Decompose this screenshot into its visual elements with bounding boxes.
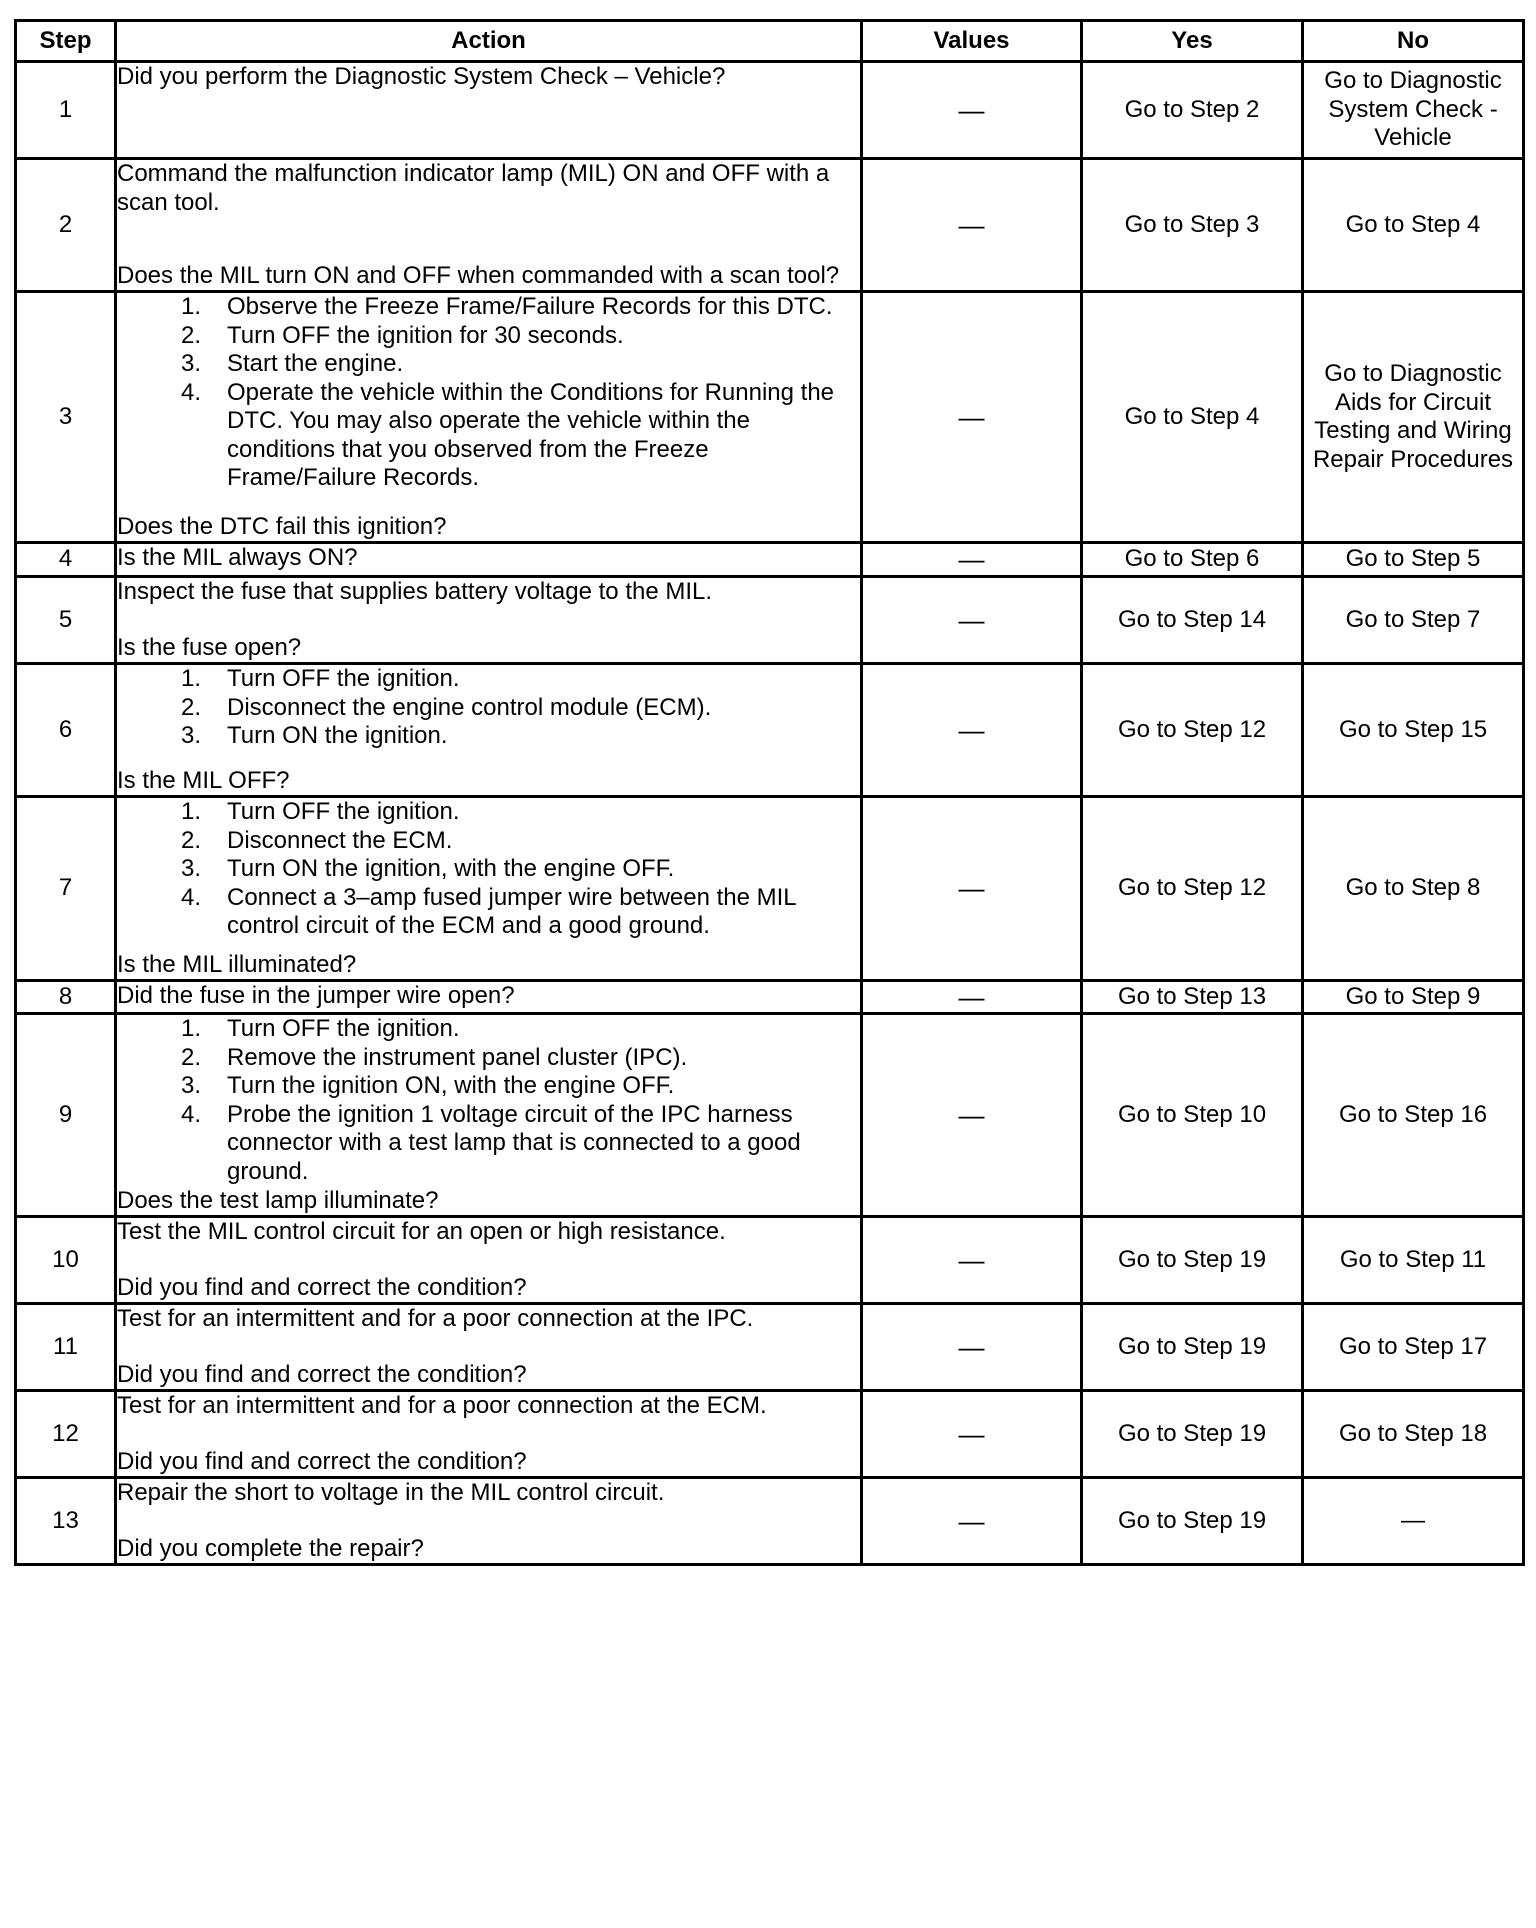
table-row	[16, 1304, 1524, 1391]
procedure-item-number: 2.	[180, 826, 201, 854]
procedure-item-text: Turn OFF the ignition for 30 seconds.	[227, 321, 624, 349]
action-content	[117, 293, 860, 541]
procedure-item-number: 4.	[180, 1100, 201, 1128]
procedure-item-text: Operate the vehicle within the Conditions for Running the DTC. You may also operate the vehicle within the conditions that you observed from the Freeze Frame/Failure Records.	[227, 378, 835, 491]
no-outcome: Go to Step 16	[1303, 1014, 1524, 1217]
action-instructions	[117, 1015, 860, 1186]
action-question: Does the test lamp illuminate?	[117, 1186, 439, 1214]
procedure-item	[117, 722, 860, 751]
procedure-item	[117, 293, 860, 322]
action-instructions	[117, 1305, 860, 1334]
action-cell	[116, 577, 862, 664]
step-number: 9	[16, 1014, 116, 1217]
no-outcome: Go to Step 9	[1303, 981, 1524, 1014]
header-action: Action	[116, 21, 862, 62]
action-lead-text: Test the MIL control circuit for an open or high resistance.	[117, 1218, 726, 1245]
action-instructions	[117, 982, 860, 1011]
action-question: Is the MIL OFF?	[117, 766, 290, 794]
action-content	[117, 544, 860, 575]
action-cell	[116, 664, 862, 797]
yes-outcome: Go to Step 12	[1082, 664, 1303, 797]
procedure-item	[117, 827, 860, 856]
action-content	[117, 1218, 860, 1302]
table-row	[16, 1391, 1524, 1478]
step-number: 2	[16, 159, 116, 292]
action-instructions	[117, 1479, 860, 1508]
values-cell: —	[862, 1478, 1082, 1565]
action-lead-text: Repair the short to voltage in the MIL control circuit.	[117, 1479, 665, 1506]
procedure-item-text: Remove the instrument panel cluster (IPC).	[227, 1043, 688, 1071]
procedure-item-text: Turn OFF the ignition.	[227, 798, 460, 825]
procedure-item-number: 1.	[180, 665, 201, 692]
action-lead-text: Test for an intermittent and for a poor connection at the ECM.	[117, 1392, 767, 1419]
yes-outcome: Go to Step 19	[1082, 1304, 1303, 1391]
procedure-list	[117, 293, 860, 493]
action-cell	[116, 62, 862, 159]
procedure-item	[117, 798, 860, 827]
yes-outcome: Go to Step 19	[1082, 1217, 1303, 1304]
procedure-item-text: Probe the ignition 1 voltage circuit of the IPC harness connector with a test lamp that is connected to a good ground.	[227, 1100, 801, 1185]
action-cell	[116, 797, 862, 981]
step-number: 13	[16, 1478, 116, 1565]
no-outcome: Go to Step 15	[1303, 664, 1524, 797]
step-number: 4	[16, 543, 116, 577]
action-content	[117, 1015, 860, 1215]
action-content	[117, 578, 860, 662]
table-row	[16, 62, 1524, 159]
table-row	[16, 292, 1524, 543]
procedure-item	[117, 350, 860, 379]
action-lead-text: Command the malfunction indicator lamp (MIL) ON and OFF with a scan tool.	[117, 160, 830, 216]
action-cell	[116, 543, 862, 577]
procedure-item	[117, 322, 860, 351]
procedure-item-number: 1.	[180, 798, 201, 825]
diagnostic-table-container	[14, 19, 1522, 1566]
action-cell	[116, 1217, 862, 1304]
action-cell	[116, 1014, 862, 1217]
step-number: 5	[16, 577, 116, 664]
procedure-item-text: Turn OFF the ignition.	[227, 665, 460, 692]
values-cell: —	[862, 62, 1082, 159]
action-content	[117, 1305, 860, 1389]
action-question: Does the DTC fail this ignition?	[117, 512, 447, 540]
action-content	[117, 1479, 860, 1563]
procedure-item-text: Turn ON the ignition.	[227, 722, 448, 749]
procedure-item-number: 4.	[180, 378, 201, 406]
no-outcome: Go to Step 17	[1303, 1304, 1524, 1391]
procedure-item-text: Start the engine.	[227, 350, 404, 377]
yes-outcome: Go to Step 6	[1082, 543, 1303, 577]
action-lead-text: Did you perform the Diagnostic System Check – Vehicle?	[117, 63, 726, 90]
table-row	[16, 797, 1524, 981]
procedure-item-text: Connect a 3–amp fused jumper wire between the MIL control circuit of the ECM and a good ground.	[227, 883, 796, 939]
table-row	[16, 159, 1524, 292]
action-question: Did you complete the repair?	[117, 1534, 424, 1562]
header-yes: Yes	[1082, 21, 1303, 62]
no-outcome: Go to Diagnostic System Check - Vehicle	[1303, 62, 1524, 159]
yes-outcome: Go to Step 19	[1082, 1478, 1303, 1565]
procedure-list	[117, 665, 860, 751]
values-cell: —	[862, 292, 1082, 543]
no-outcome: Go to Diagnostic Aids for Circuit Testing and Wiring Repair Procedures	[1303, 292, 1524, 543]
action-question: Does the MIL turn ON and OFF when commanded with a scan tool?	[117, 261, 840, 289]
table-row	[16, 1217, 1524, 1304]
yes-outcome: Go to Step 3	[1082, 159, 1303, 292]
action-instructions	[117, 1218, 860, 1247]
action-content	[117, 982, 860, 1012]
procedure-item-number: 3.	[180, 1072, 201, 1099]
procedure-item-number: 3.	[180, 855, 201, 882]
values-cell: —	[862, 1304, 1082, 1391]
table-row	[16, 577, 1524, 664]
action-content	[117, 63, 860, 157]
procedure-item-text: Turn the ignition ON, with the engine OFF.	[227, 1072, 675, 1099]
step-number: 8	[16, 981, 116, 1014]
action-instructions	[117, 578, 860, 607]
action-lead-text: Inspect the fuse that supplies battery voltage to the MIL.	[117, 578, 713, 605]
procedure-item	[117, 379, 860, 493]
action-cell	[116, 1478, 862, 1565]
action-question: Did you find and correct the condition?	[117, 1447, 527, 1475]
procedure-item-text: Turn OFF the ignition.	[227, 1015, 460, 1042]
action-cell	[116, 292, 862, 543]
no-outcome: —	[1303, 1478, 1524, 1565]
procedure-item-number: 3.	[180, 350, 201, 377]
procedure-item	[117, 1072, 860, 1101]
yes-outcome: Go to Step 19	[1082, 1391, 1303, 1478]
values-cell: —	[862, 577, 1082, 664]
no-outcome: Go to Step 5	[1303, 543, 1524, 577]
yes-outcome: Go to Step 14	[1082, 577, 1303, 664]
procedure-item-number: 2.	[180, 693, 201, 721]
no-outcome: Go to Step 8	[1303, 797, 1524, 981]
diagnostic-table	[14, 19, 1525, 1566]
header-step: Step	[16, 21, 116, 62]
step-number: 11	[16, 1304, 116, 1391]
table-body	[16, 62, 1524, 1565]
table-row	[16, 664, 1524, 797]
action-content	[117, 798, 860, 979]
values-cell: —	[862, 1014, 1082, 1217]
step-number: 12	[16, 1391, 116, 1478]
step-number: 6	[16, 664, 116, 797]
procedure-item-number: 4.	[180, 883, 201, 911]
values-cell: —	[862, 797, 1082, 981]
action-cell	[116, 981, 862, 1014]
action-instructions	[117, 1392, 860, 1421]
table-row	[16, 1478, 1524, 1565]
no-outcome: Go to Step 11	[1303, 1217, 1524, 1304]
procedure-item	[117, 694, 860, 723]
table-row	[16, 543, 1524, 577]
action-content	[117, 1392, 860, 1476]
procedure-item-number: 1.	[180, 293, 201, 320]
procedure-item-text: Disconnect the ECM.	[227, 826, 453, 854]
action-content	[117, 160, 860, 290]
action-instructions	[117, 293, 860, 493]
table-row	[16, 1014, 1524, 1217]
procedure-item-number: 1.	[180, 1015, 201, 1042]
procedure-item-number: 2.	[180, 321, 201, 349]
procedure-item	[117, 1101, 860, 1187]
action-lead-text: Did the fuse in the jumper wire open?	[117, 982, 515, 1009]
step-number: 1	[16, 62, 116, 159]
yes-outcome: Go to Step 2	[1082, 62, 1303, 159]
procedure-item	[117, 1015, 860, 1044]
action-question: Did you find and correct the condition?	[117, 1360, 527, 1388]
yes-outcome: Go to Step 13	[1082, 981, 1303, 1014]
action-cell	[116, 1391, 862, 1478]
procedure-item-text: Turn ON the ignition, with the engine OFF.	[227, 855, 675, 882]
action-question: Is the MIL illuminated?	[117, 950, 357, 978]
action-cell	[116, 1304, 862, 1391]
action-instructions	[117, 63, 860, 92]
step-number: 10	[16, 1217, 116, 1304]
values-cell: —	[862, 1217, 1082, 1304]
action-question: Did you find and correct the condition?	[117, 1273, 527, 1301]
action-cell	[116, 159, 862, 292]
values-cell: —	[862, 981, 1082, 1014]
action-instructions	[117, 665, 860, 751]
action-instructions	[117, 798, 860, 941]
no-outcome: Go to Step 7	[1303, 577, 1524, 664]
values-cell: —	[862, 1391, 1082, 1478]
header-values: Values	[862, 21, 1082, 62]
action-question: Is the fuse open?	[117, 633, 302, 661]
procedure-list	[117, 1015, 860, 1186]
values-cell: —	[862, 664, 1082, 797]
procedure-item-text: Disconnect the engine control module (ECM).	[227, 693, 712, 721]
step-number: 3	[16, 292, 116, 543]
procedure-item	[117, 884, 860, 941]
procedure-item-number: 3.	[180, 722, 201, 749]
step-number: 7	[16, 797, 116, 981]
procedure-item-number: 2.	[180, 1043, 201, 1071]
header-no: No	[1303, 21, 1524, 62]
no-outcome: Go to Step 18	[1303, 1391, 1524, 1478]
values-cell: —	[862, 159, 1082, 292]
header-row	[16, 21, 1524, 62]
procedure-item	[117, 665, 860, 694]
procedure-item	[117, 855, 860, 884]
yes-outcome: Go to Step 12	[1082, 797, 1303, 981]
procedure-item	[117, 1044, 860, 1073]
values-cell: —	[862, 543, 1082, 577]
table-row	[16, 981, 1524, 1014]
procedure-list	[117, 798, 860, 941]
action-lead-text: Is the MIL always ON?	[117, 544, 358, 571]
no-outcome: Go to Step 4	[1303, 159, 1524, 292]
action-instructions	[117, 160, 860, 217]
yes-outcome: Go to Step 4	[1082, 292, 1303, 543]
action-instructions	[117, 544, 860, 573]
yes-outcome: Go to Step 10	[1082, 1014, 1303, 1217]
action-content	[117, 665, 860, 795]
procedure-item-text: Observe the Freeze Frame/Failure Records for this DTC.	[227, 293, 833, 320]
action-lead-text: Test for an intermittent and for a poor connection at the IPC.	[117, 1305, 754, 1332]
